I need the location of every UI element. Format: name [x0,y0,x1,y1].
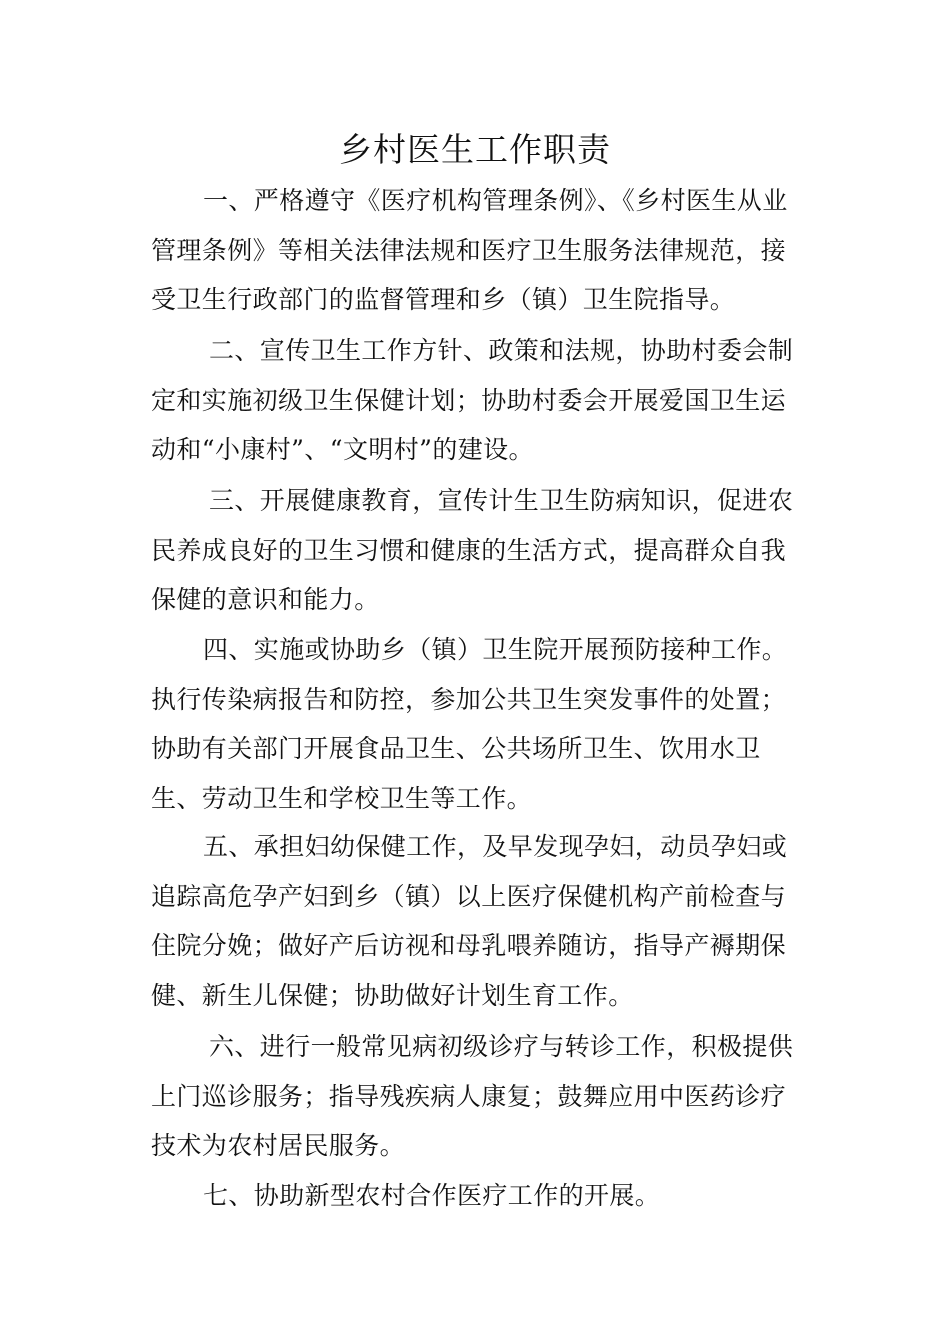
paragraph-2 [151,326,801,475]
paragraph-7 [151,1171,801,1221]
paragraph-4 [151,625,801,824]
paragraph-6 [151,1022,801,1171]
document-title: 乡村医生工作职责 [339,130,611,169]
paragraph-6-text: 六、进行一般常见病初级诊疗与转诊工作，积极提供上门巡诊服务；指导残疾病人康复；鼓舞应用中医药诊疗技术为农村居民服务。 [151,1032,794,1161]
paragraph-5-text: 五、承担妇幼保健工作，及早发现孕妇，动员孕妇或追踪高危孕产妇到乡（镇）以上医疗保健机构产前检查与住院分娩；做好产后访视和母乳喂养随访，指导产褥期保健、新生儿保健；协助做好计划生育工作。 [151,832,788,1011]
paragraph-7-text: 七、协助新型农村合作医疗工作的开展。 [203,1181,661,1210]
paragraph-1-text: 一、严格遵守《医疗机构管理条例》、《乡村医生从业管理条例》等相关法律法规和医疗卫生服务法律规范，接受卫生行政部门的监督管理和乡（镇）卫生院指导。 [151,186,788,315]
paragraph-3-text: 三、开展健康教育，宣传计生卫生防病知识，促进农民养成良好的卫生习惯和健康的生活方式，提高群众自我保健的意识和能力。 [151,486,794,615]
paragraph-5 [151,822,801,1021]
paragraph-2-text: 二、宣传卫生工作方针、政策和法规，协助村委会制定和实施初级卫生保健计划；协助村委会开展爱国卫生运动和“小康村”、“文明村”的建设。 [151,336,794,465]
paragraph-3 [151,476,801,625]
paragraph-4-text: 四、实施或协助乡（镇）卫生院开展预防接种工作。执行传染病报告和防控，参加公共卫生突发事件的处置；协助有关部门开展食品卫生、公共场所卫生、饮用水卫生、劳动卫生和学校卫生等工作。 [151,635,788,814]
paragraph-1 [151,176,801,325]
